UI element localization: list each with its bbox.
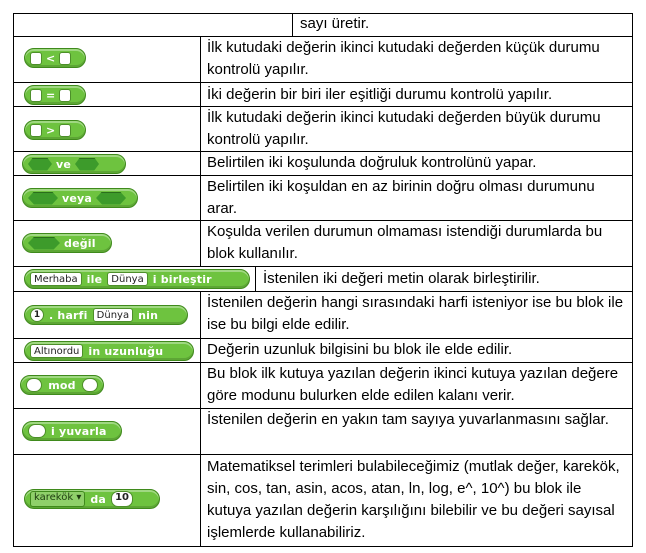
first-text-input[interactable]: Merhaba	[30, 272, 82, 286]
operator-label: =	[46, 88, 56, 102]
of-label: nin	[138, 308, 159, 322]
row-11-description: Bu blok ilk kutuya yazılan değerin ikinci kutuya yazılan değere göre modunu bulurken elde edilen kalanı verir.	[207, 365, 619, 404]
round-block[interactable]	[22, 421, 122, 441]
right-condition-slot[interactable]	[96, 192, 126, 205]
length-label: in uzunluğu	[88, 344, 164, 358]
condition-slot[interactable]	[28, 237, 60, 250]
text-input[interactable]: Dünya	[93, 308, 133, 322]
row-13-description: Matematiksel terimleri bulabileceğimiz (mutlak değer, karekök, sin, cos, tan, asin, acos, atan, ln, log, e^, 10^) bu blok ile kutuya yazılan değerin karşılığını bilebilir ve bu değeri sayısal işlemlerde kullanabiliriz.	[207, 458, 620, 541]
row-3-description: İki değerin bir biri iler eşitliği durumu kontrolü yapılır.	[207, 86, 553, 103]
mod-label: mod	[48, 378, 76, 392]
left-condition-slot[interactable]	[28, 192, 58, 205]
left-slot[interactable]	[30, 52, 42, 65]
not-label: değil	[64, 236, 96, 250]
right-slot[interactable]	[59, 124, 71, 137]
second-text-input[interactable]: Dünya	[107, 272, 147, 286]
or-block[interactable]	[22, 188, 138, 208]
left-slot[interactable]	[30, 124, 42, 137]
row-4-description: İlk kutudaki değerin ikinci kutudaki değerden büyük durumu kontrolü yapılır.	[207, 109, 601, 148]
right-slot[interactable]	[59, 89, 71, 102]
or-label: veya	[62, 191, 93, 205]
row-7-description: Koşulda verilen durumun olmaması istendiği durumlarda bu blok kullanılır.	[207, 223, 603, 262]
operator-label: <	[46, 51, 56, 65]
function-selected-value: karekök	[34, 492, 74, 503]
letter-label: . harfi	[49, 308, 88, 322]
less-than-block[interactable]	[24, 48, 86, 68]
mod-block[interactable]	[20, 375, 104, 395]
left-condition-slot[interactable]	[28, 158, 52, 171]
letter-of-block[interactable]	[24, 305, 188, 325]
row-2-description: İlk kutudaki değerin ikinci kutudaki değerden küçük durumu kontrolü yapılır.	[207, 39, 600, 78]
divisor-slot[interactable]	[82, 378, 98, 392]
function-dropdown[interactable]	[30, 491, 85, 507]
length-block[interactable]	[24, 341, 194, 361]
not-block[interactable]	[22, 233, 112, 253]
join-label: i birleştir	[152, 272, 212, 286]
right-condition-slot[interactable]	[75, 158, 99, 171]
and-label: ve	[56, 157, 72, 171]
number-input[interactable]: 10	[111, 491, 133, 507]
math-function-block[interactable]	[24, 489, 160, 509]
and-block[interactable]	[22, 154, 126, 174]
value-slot[interactable]	[28, 424, 46, 438]
of-label: da	[90, 492, 107, 506]
join-block[interactable]	[24, 269, 250, 289]
dividend-slot[interactable]	[26, 378, 42, 392]
row-12-description: İstenilen değerin en yakın tam sayıya yuvarlanmasını sağlar.	[207, 411, 609, 428]
equals-block[interactable]	[24, 85, 86, 105]
operator-label: >	[46, 123, 56, 137]
row-6-description: Belirtilen iki koşuldan en az birinin doğru olması durumunu arar.	[207, 178, 595, 217]
join-with-label: ile	[86, 272, 103, 286]
round-label: i yuvarla	[51, 424, 107, 438]
row-1-description: sayı üretir.	[300, 15, 370, 32]
chevron-down-icon: ▾	[76, 492, 82, 503]
index-input[interactable]: 1	[30, 308, 44, 322]
greater-than-block[interactable]	[24, 120, 86, 140]
row-10-description: Değerin uzunluk bilgisini bu blok ile elde edilir.	[207, 341, 513, 358]
row-9-description: İstenilen değerin hangi sırasındaki harfi isteniyor ise bu blok ile ise bu bilgi elde edilir.	[207, 294, 624, 333]
left-slot[interactable]	[30, 89, 42, 102]
right-slot[interactable]	[59, 52, 71, 65]
row-8-description: İstenilen iki değeri metin olarak birleştirilir.	[263, 270, 540, 287]
text-input[interactable]: Altınordu	[30, 344, 83, 358]
row-5-description: Belirtilen iki koşulunda doğruluk kontrolünü yapar.	[207, 154, 537, 171]
